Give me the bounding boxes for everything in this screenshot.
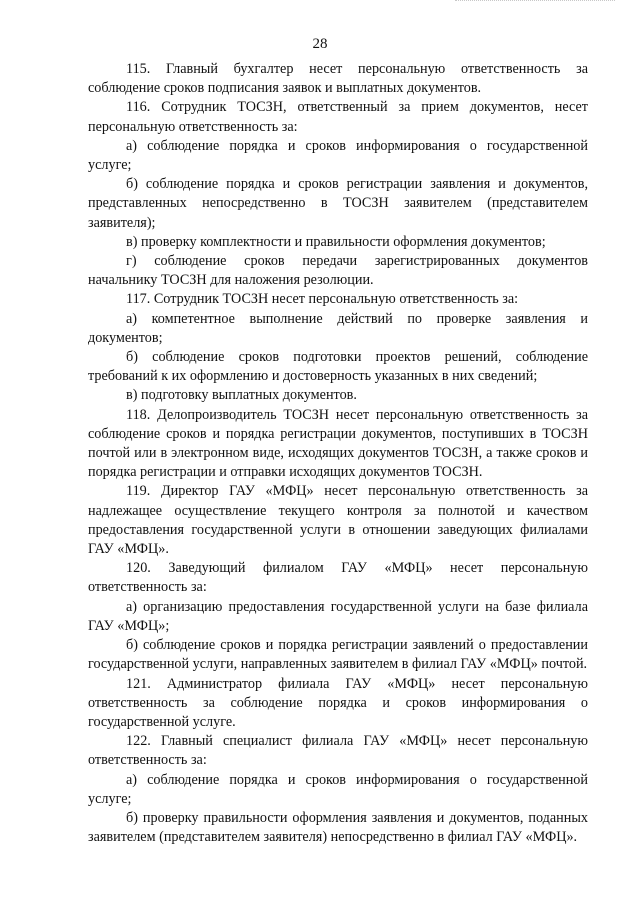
paragraph-122: 122. Главный специалист филиала ГАУ «МФЦ» несет персональную ответственность за: [88, 733, 588, 769]
paragraph-115: 115. Главный бухгалтер несет персональную ответственность за соблюдение сроков подписания заявок и выплатных документов. [88, 61, 588, 97]
paragraph-118: 118. Делопроизводитель ТОСЗН несет персональную ответственность за соблюдение сроков и порядка регистрации документов, поступивших в ТОСЗН почтой или в электронном виде, исходящих документов ТОСЗН, а также сроков и порядка регистрации и отправки исходящих документов ТОСЗН. [88, 406, 588, 481]
paragraph-120-a: а) организацию предоставления государственной услуги на базе филиала ГАУ «МФЦ»; [88, 598, 588, 634]
paragraph-119: 119. Директор ГАУ «МФЦ» несет персональную ответственность за надлежащее осуществление текущего контроля за полнотой и качеством предоставления государственной услуги в отношении заведующих филиалами ГАУ «МФЦ». [88, 483, 588, 558]
header-divider [455, 0, 615, 3]
paragraph-120-b: б) соблюдение сроков и порядка регистрации заявлений о предоставлении государственной услуги, направленных заявителем в филиал ГАУ «МФЦ» почтой. [88, 637, 588, 673]
paragraph-122-a: а) соблюдение порядка и сроков информирования о государственной услуге; [88, 771, 588, 807]
page-number: 28 [312, 36, 328, 52]
paragraph-116: 116. Сотрудник ТОСЗН, ответственный за прием документов, несет персональную ответственность за: [88, 99, 588, 135]
paragraph-116-b: б) соблюдение порядка и сроков регистрации заявления и документов, представленных непосредственно в ТОСЗН заявителем (представителем заявителя); [88, 176, 588, 231]
paragraph-116-v: в) проверку комплектности и правильности оформления документов; [126, 233, 546, 250]
paragraph-116-a: а) соблюдение порядка и сроков информирования о государственной услуге; [88, 137, 588, 174]
paragraph-117-v: в) подготовку выплатных документов. [126, 387, 357, 404]
paragraph-117-b: б) соблюдение сроков подготовки проектов решений, соблюдение требований к их оформлению и достоверность указанных в них сведений; [88, 349, 588, 385]
paragraph-117: 117. Сотрудник ТОСЗН несет персональную ответственность за: [126, 291, 519, 308]
paragraph-120: 120. Заведующий филиалом ГАУ «МФЦ» несет персональную ответственность за: [88, 560, 588, 596]
document-body [88, 60, 588, 847]
paragraph-121: 121. Администратор филиала ГАУ «МФЦ» несет персональную ответственность за соблюдение порядка и сроков информирования о государственной услуге. [88, 675, 588, 730]
paragraph-117-a: а) компетентное выполнение действий по проверке заявления и документов; [88, 310, 588, 346]
paragraph-122-b: б) проверку правильности оформления заявления и документов, поданных заявителем (представителем заявителя) непосредственно в филиал ГАУ «МФЦ». [88, 809, 588, 846]
paragraph-116-g: г) соблюдение сроков передачи зарегистрированных документов начальнику ТОСЗН для наложения резолюции. [88, 253, 588, 289]
